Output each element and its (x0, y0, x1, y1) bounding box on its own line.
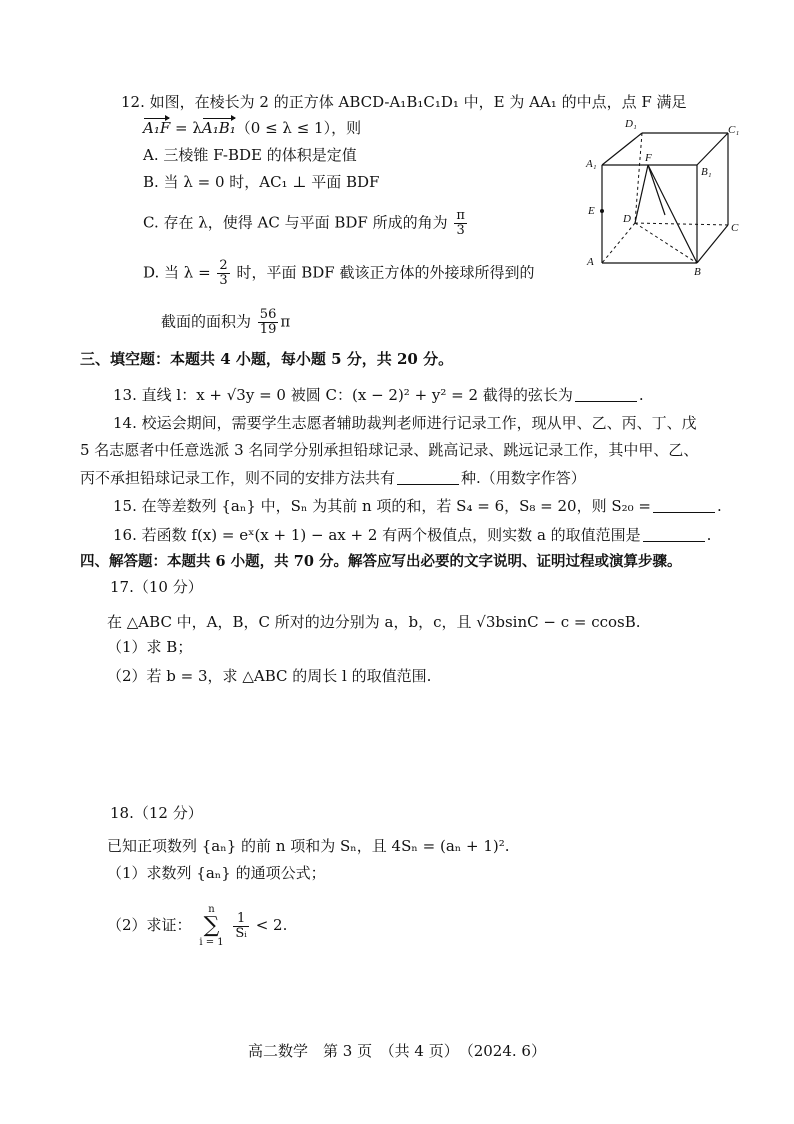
option-d2-pre: 截面的面积为 (161, 312, 252, 331)
label-f: F (645, 152, 652, 164)
q12-option-b: B. 当 λ = 0 时，AC₁ ⊥ 平面 BDF (143, 173, 380, 191)
sum-lower-limit: i = 1 (199, 937, 224, 948)
option-d-numerator: 2 (219, 258, 228, 273)
option-d2-post: π (280, 312, 291, 331)
option-c-numerator: π (456, 208, 465, 223)
hidden-diagonal-db (635, 223, 697, 263)
section-4-heading: 四、解答题：本题共 6 小题，共 70 分。解答应写出必要的文字说明、证明过程或演算步骤。 (80, 553, 682, 570)
q13-text: 13. 直线 l：x + √3y = 0 被圆 C：(x − 2)² + y² = 2 截得的弦长为 (113, 386, 573, 404)
q14-line-3-end: 种.（用数字作答） (461, 469, 586, 487)
option-c-fraction (454, 209, 467, 238)
option-d2-numerator: 56 (259, 307, 277, 322)
q15-text: 15. 在等差数列 {aₙ} 中，Sₙ 为其前 n 项的和，若 S₄ = 6，S₈ = 20，则 S₂₀ = (113, 497, 652, 515)
q14-line-1: 14. 校运会期间，需要学生志愿者辅助裁判老师进行记录工作，现从甲、乙、丙、丁、戊 (113, 414, 697, 432)
label-a: A (587, 256, 594, 268)
q14-line-3-text: 丙不承担铅球记录工作，则不同的安排方法共有 (80, 469, 396, 487)
edge-bc (697, 225, 728, 263)
label-c: C (731, 222, 739, 234)
summation (199, 904, 223, 948)
q12-option-d-line2 (161, 308, 290, 337)
q18-part-2-post: < 2. (255, 916, 288, 934)
sum-upper-limit: n (208, 904, 215, 915)
q12-condition (143, 118, 361, 138)
q16-end: . (706, 526, 712, 544)
condition-tail: （0 ≤ λ ≤ 1），则 (235, 119, 362, 137)
option-c-denominator: 3 (456, 223, 465, 238)
q18-fraction-denominator: Sᵢ (235, 925, 247, 941)
label-c1: C₁ (728, 124, 740, 136)
q15-end: . (717, 497, 722, 515)
q16-line (113, 525, 711, 545)
hidden-edge-dc (635, 223, 728, 225)
label-d1: D₁ (625, 118, 637, 130)
segment-fb (648, 165, 697, 263)
q14-line-2: 5 名志愿者中任意选派 3 名同学分别承担铅球记录、跳高记录、跳远记录工作，其中甲、乙、 (80, 441, 699, 459)
q17-part-1: （1）求 B； (107, 638, 193, 656)
q13-end: . (638, 386, 644, 404)
label-b1: B₁ (701, 166, 712, 178)
q13-line (113, 385, 644, 405)
segment-f-inner (648, 165, 665, 215)
q18-title: 18.（12 分） (110, 804, 203, 822)
q13-answer-blank (575, 387, 637, 402)
q12-stem-text: 如图，在棱长为 2 的正方体 ABCD-A₁B₁C₁D₁ 中，E 为 AA₁ 的中点，点 F 满足 (149, 93, 687, 111)
q17-part-2: （2）若 b = 3，求 △ABC 的周长 l 的取值范围. (107, 667, 432, 685)
q14-line-3 (80, 468, 586, 488)
q18-part-2-pre: （2）求证： (107, 916, 192, 934)
label-e: E (588, 205, 595, 217)
edge-a1d1 (602, 133, 642, 165)
q12-option-c (143, 209, 469, 238)
condition-equals: = λ (170, 119, 202, 137)
q16-text: 16. 若函数 f(x) = eˣ(x + 1) − ax + 2 有两个极值点，则实数 a 的取值范围是 (113, 526, 641, 544)
option-d-post: 时，平面 BDF 截该正方体的外接球所得到的 (236, 263, 535, 282)
section-3-heading: 三、填空题：本题共 4 小题，每小题 5 分，共 20 分。 (80, 350, 454, 368)
option-d2-denominator: 19 (259, 322, 277, 337)
label-d: D (623, 213, 631, 225)
option-d-denominator: 3 (219, 273, 228, 288)
q15-answer-blank (653, 498, 715, 513)
q18-fraction-numerator: 1 (233, 912, 249, 927)
vector-a1b1: A₁B₁ (201, 119, 236, 137)
q18-stem: 已知正项数列 {aₙ} 的前 n 项和为 Sₙ，且 4Sₙ = (aₙ + 1)². (107, 837, 510, 855)
q17-stem: 在 △ABC 中，A，B，C 所对的边分别为 a，b，c，且 √3bsinC − c = ccosB. (107, 613, 641, 631)
page-footer: 高二数学 第 3 页 （共 4 页） （2024. 6） (248, 1042, 546, 1060)
sigma-symbol: ∑ (203, 913, 220, 938)
label-b: B (694, 266, 701, 275)
cube-figure (585, 115, 745, 275)
label-a1: A₁ (586, 158, 597, 170)
hidden-edge-ad (602, 223, 635, 263)
q18-fraction (233, 912, 249, 941)
q18-part-1: （1）求数列 {aₙ} 的通项公式； (107, 864, 326, 882)
option-d-fraction (217, 259, 229, 288)
edge-b1c1 (697, 133, 728, 165)
q12-number: 12. (121, 93, 145, 111)
q12-option-a: A. 三棱锥 F-BDE 的体积是定值 (143, 146, 357, 164)
q14-answer-blank (397, 470, 459, 485)
point-e (600, 209, 604, 213)
q16-answer-blank (643, 527, 705, 542)
option-d2-fraction (258, 308, 279, 337)
vector-a1f: A₁F (143, 119, 171, 137)
q17-title: 17.（10 分） (110, 578, 203, 596)
option-d-pre: D. 当 λ = (143, 263, 211, 282)
q15-line (113, 496, 722, 516)
q18-part-2 (107, 903, 287, 948)
q12-option-d (143, 259, 534, 288)
q12-stem (121, 92, 687, 112)
option-c-text: C. 存在 λ，使得 AC 与平面 BDF 所成的角为 (143, 213, 448, 232)
